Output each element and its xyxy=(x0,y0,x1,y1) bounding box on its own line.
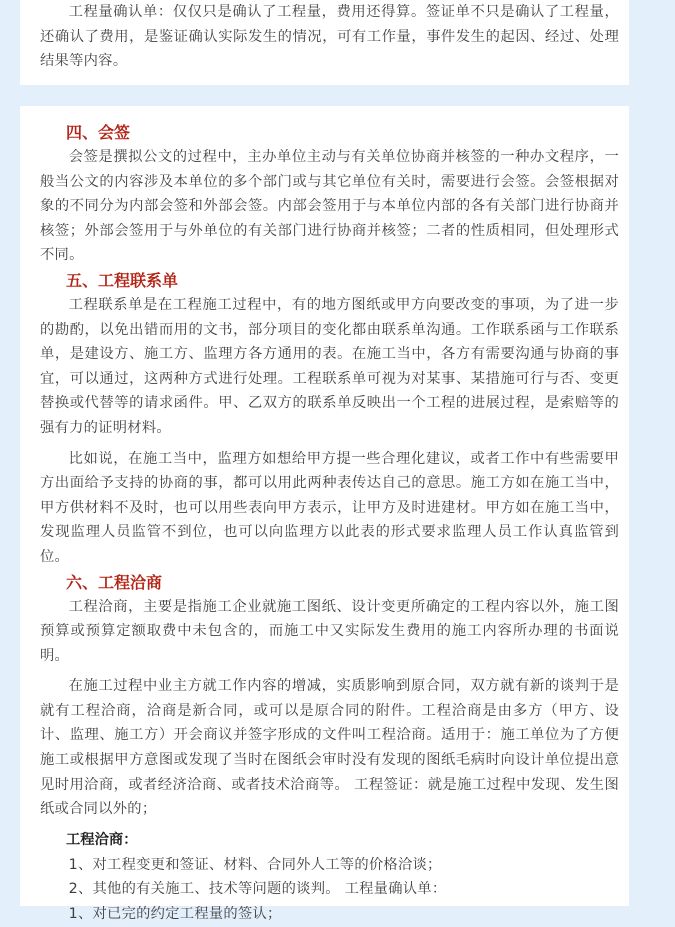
article-card-main xyxy=(20,106,629,923)
list-item: 2、其他的有关施工、技术等问题的谈判。 工程量确认单： xyxy=(68,881,447,898)
heading-contact-sheet: 五、工程联系单 xyxy=(66,270,179,290)
subheading-negotiation: 工程洽商： xyxy=(66,831,138,848)
list-item: 1、对工程变更和签证、材料、合同外人工等的价格洽谈； xyxy=(68,856,442,873)
paragraph-negotiation-2: 在施工过程中业主方就工作内容的增减，实质影响到原合同，双方就有新的谈判于是就有工程洽商，洽商是新合同，或可以是原合同的附件。工程洽商是由多方（甲方、设计、监理、施工方）开会商议并签字形成的文件叫工程洽商。适用于：施工单位为了方便施工或根据甲方意图或发现了当时在图纸会审时没有发现的图纸毛病时向设计单位提出意见时用洽商，或者经济洽商、或者技术洽商等。 工程签证：就是施工过程中发现、发生图纸或合同以外的； xyxy=(40,678,619,818)
paragraph-contact-sheet-1: 工程联系单是在工程施工过程中，有的地方图纸或甲方向要改变的事项，为了进一步的勘酌，以免出错而用的文书，部分项目的变化都由联系单沟通。工作联系函与工作联系单，是建设方、施工方、监理方各方通用的表。在施工当中，各方有需要沟通与协商的事宜，可以通过，这两种方式进行处理。工程联系单可视为对某事、某措施可行与否、变更替换或代替等的请求函件。甲、乙双方的联系单反映出一个工程的进展过程，是索赔等的强有力的证明材料。 xyxy=(40,296,619,436)
paragraph-contact-sheet-2: 比如说，在施工当中，监理方如想给甲方提一些合理化建议，或者工作中有些需要甲方出面给予支持的协商的事，都可以用此两种表传达自己的意思。施工方如在施工当中，甲方供材料不及时，也可以用些表向甲方表示，让甲方及时进建材。甲方如在施工当中，发现监理人员监管不到位，也可以向监理方以此表的形式要求监理人员工作认真监管到位。 xyxy=(40,450,619,565)
paragraph-countersign: 会签是撰拟公文的过程中，主办单位主动与有关单位协商并核签的一种办文程序，一般当公文的内容涉及本单位的多个部门或与其它单位有关时，需要进行会签。会签根据对象的不同分为内部会签和外部会签。内部会签用于与本单位内部的各有关部门进行协商并核签；外部会签用于与外单位的有关部门进行协商并核签；二者的性质相同，但处理形式不同。 xyxy=(40,149,619,264)
paragraph-negotiation-1: 工程洽商，主要是指施工企业就施工图纸、设计变更所确定的工程内容以外，施工图预算或预算定额取费中未包含的，而施工中又实际发生费用的施工内容所办理的书面说明。 xyxy=(40,598,619,664)
article-card-top xyxy=(20,0,629,85)
paragraph-quantity-confirmation: 工程量确认单：仅仅只是确认了工程量，费用还得算。签证单不只是确认了工程量，还确认了费用，是鉴证确认实际发生的情况，可有工作量，事件发生的起因、经过、处理结果等内容。 xyxy=(40,4,619,70)
heading-countersign: 四、会签 xyxy=(66,123,131,142)
heading-negotiation: 六、工程洽商 xyxy=(66,572,163,592)
list-item: 1、对已完的约定工程量的签认； xyxy=(68,906,282,923)
